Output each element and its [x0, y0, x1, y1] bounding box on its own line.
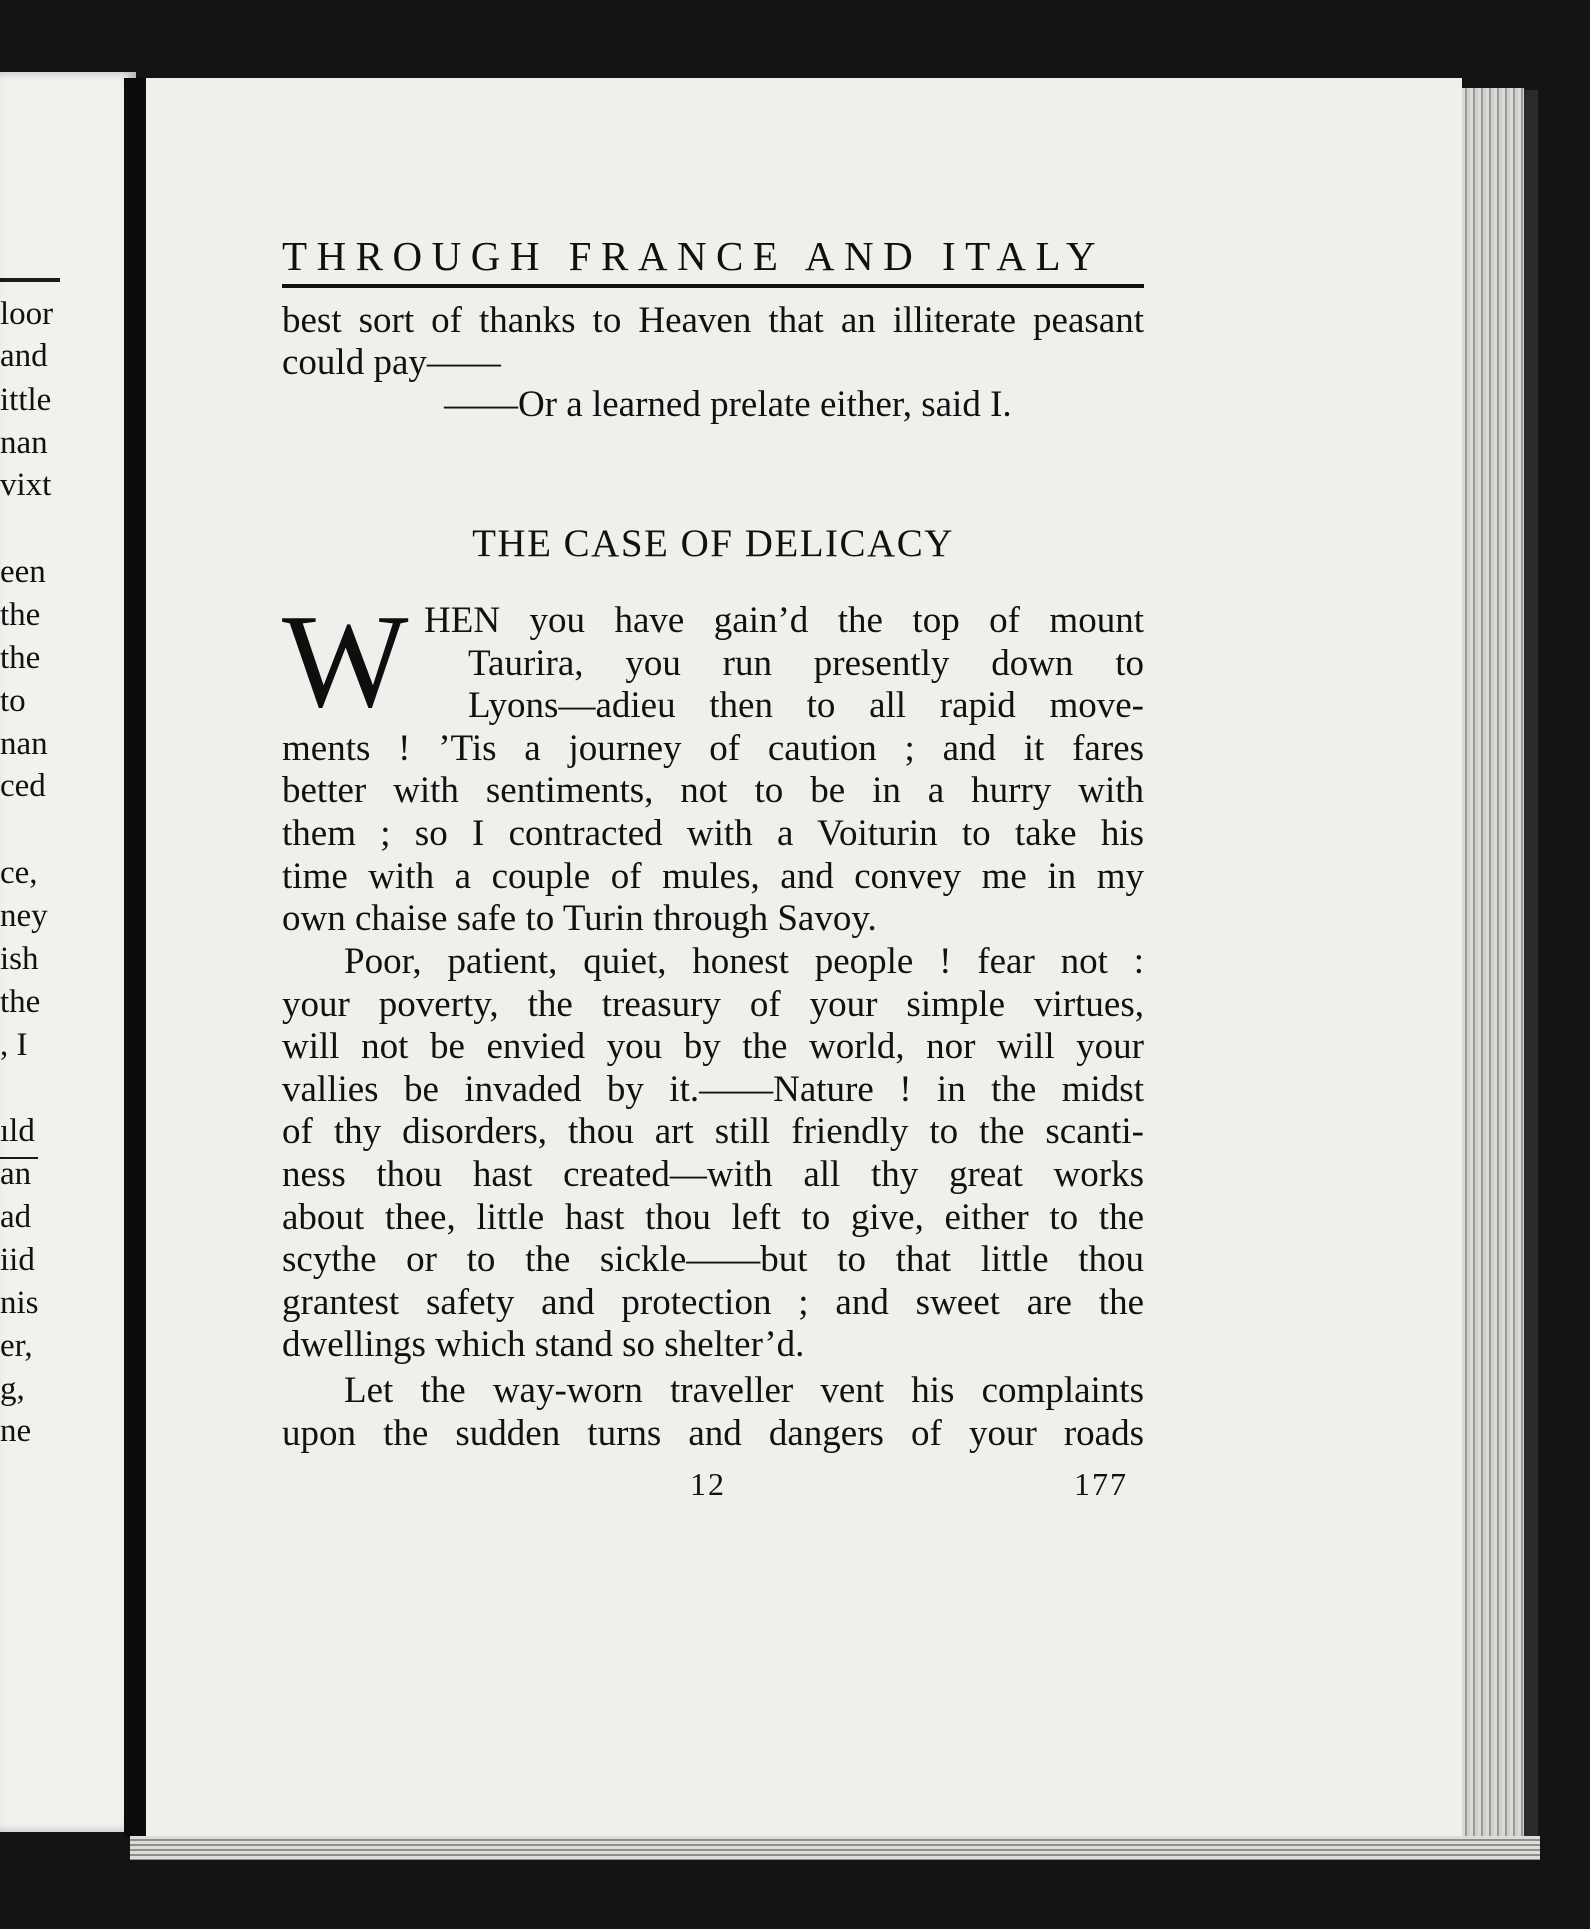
- left-page-fragment: er,: [0, 1328, 33, 1364]
- text-line: own chaise safe to Turin through Savoy.: [282, 898, 877, 940]
- left-page-fragment: ced: [0, 768, 46, 804]
- left-page-fragment: iid: [0, 1242, 35, 1278]
- left-page-fragment: loor: [0, 296, 54, 332]
- left-page-fragment: nis: [0, 1285, 39, 1321]
- left-page-fragment: ney: [0, 898, 48, 934]
- cover-edge: [1524, 90, 1538, 1850]
- drop-cap: W: [282, 587, 409, 735]
- intro-line: best sort of thanks to Heaven that an illiterate peasant: [282, 300, 1144, 341]
- text-line: time with a couple of mules, and convey me in my: [282, 855, 1144, 897]
- text-line: better with sentiments, not to be in a hurry with: [282, 770, 1144, 812]
- text-line: Taurira, you run presently down to: [468, 642, 1144, 684]
- intro-line: could pay——: [282, 342, 501, 383]
- text-line: of thy disorders, thou art still friendly to the scanti-: [282, 1111, 1144, 1153]
- text-line: upon the sudden turns and dangers of your roads: [282, 1412, 1144, 1454]
- left-page-fragment: een: [0, 554, 46, 590]
- running-head: THROUGH FRANCE AND ITALY: [282, 233, 1106, 279]
- left-facing-page: [0, 72, 136, 1832]
- left-page-fragment: ittle: [0, 382, 52, 418]
- text-line: vallies be invaded by it.——Nature ! in the midst: [282, 1068, 1144, 1110]
- left-page-fragment: nan: [0, 726, 48, 762]
- left-page-rule: [0, 278, 60, 282]
- book-gutter: [124, 78, 146, 1838]
- left-page-fragment: ce,: [0, 855, 38, 891]
- text-line: dwellings which stand so shelter’d.: [282, 1324, 805, 1366]
- text-line: grantest safety and protection ; and sweet are the: [282, 1281, 1144, 1323]
- text-line: Let the way-worn traveller vent his complaints: [344, 1370, 1144, 1411]
- left-page-fragment: ıld: [0, 1113, 35, 1149]
- text-line: Poor, patient, quiet, honest people ! fear not :: [344, 941, 1144, 982]
- text-line: ness thou hast created—with all thy great works: [282, 1154, 1144, 1195]
- text-line: your poverty, the treasury of your simple virtues,: [282, 983, 1144, 1025]
- text-line: HEN you have gain’d the top of mount: [424, 600, 1144, 641]
- left-page-fragment: nan: [0, 425, 48, 461]
- left-page-fragment: to: [0, 683, 26, 719]
- text-line: about thee, little hast thou left to give, either to the: [282, 1196, 1144, 1238]
- page-block-edge: [1462, 88, 1524, 1836]
- text-line: ments ! ’Tis a journey of caution ; and it fares: [282, 727, 1144, 769]
- text-line: Lyons—adieu then to all rapid move-: [468, 685, 1144, 727]
- text-line: scythe or to the sickle——but to that little thou: [282, 1239, 1144, 1281]
- left-page-fragment: the: [0, 597, 41, 633]
- left-page-fragment: the: [0, 984, 41, 1020]
- text-line: will not be envied you by the world, nor will your: [282, 1026, 1144, 1068]
- left-page-fragment: , I: [0, 1027, 28, 1063]
- left-page-fragment: ish: [0, 941, 39, 977]
- page-block-bottom: [130, 1836, 1540, 1860]
- left-page-fragment: the: [0, 640, 41, 676]
- text-line: them ; so I contracted with a Voiturin to take his: [282, 813, 1144, 854]
- left-page-fragment: ad: [0, 1199, 32, 1235]
- running-head-rule: [282, 284, 1144, 288]
- left-page-fragment: and: [0, 338, 48, 374]
- left-page-fragment: an: [0, 1156, 32, 1192]
- section-title: THE CASE OF DELICACY: [472, 522, 954, 565]
- left-page-fragment: vixt: [0, 467, 52, 503]
- left-page-fragment: g,: [0, 1371, 25, 1407]
- page-number: 177: [1074, 1466, 1128, 1502]
- left-page-fragment: ne: [0, 1413, 32, 1449]
- signature-mark: 12: [690, 1466, 726, 1502]
- intro-line: ——Or a learned prelate either, said I.: [444, 384, 1012, 425]
